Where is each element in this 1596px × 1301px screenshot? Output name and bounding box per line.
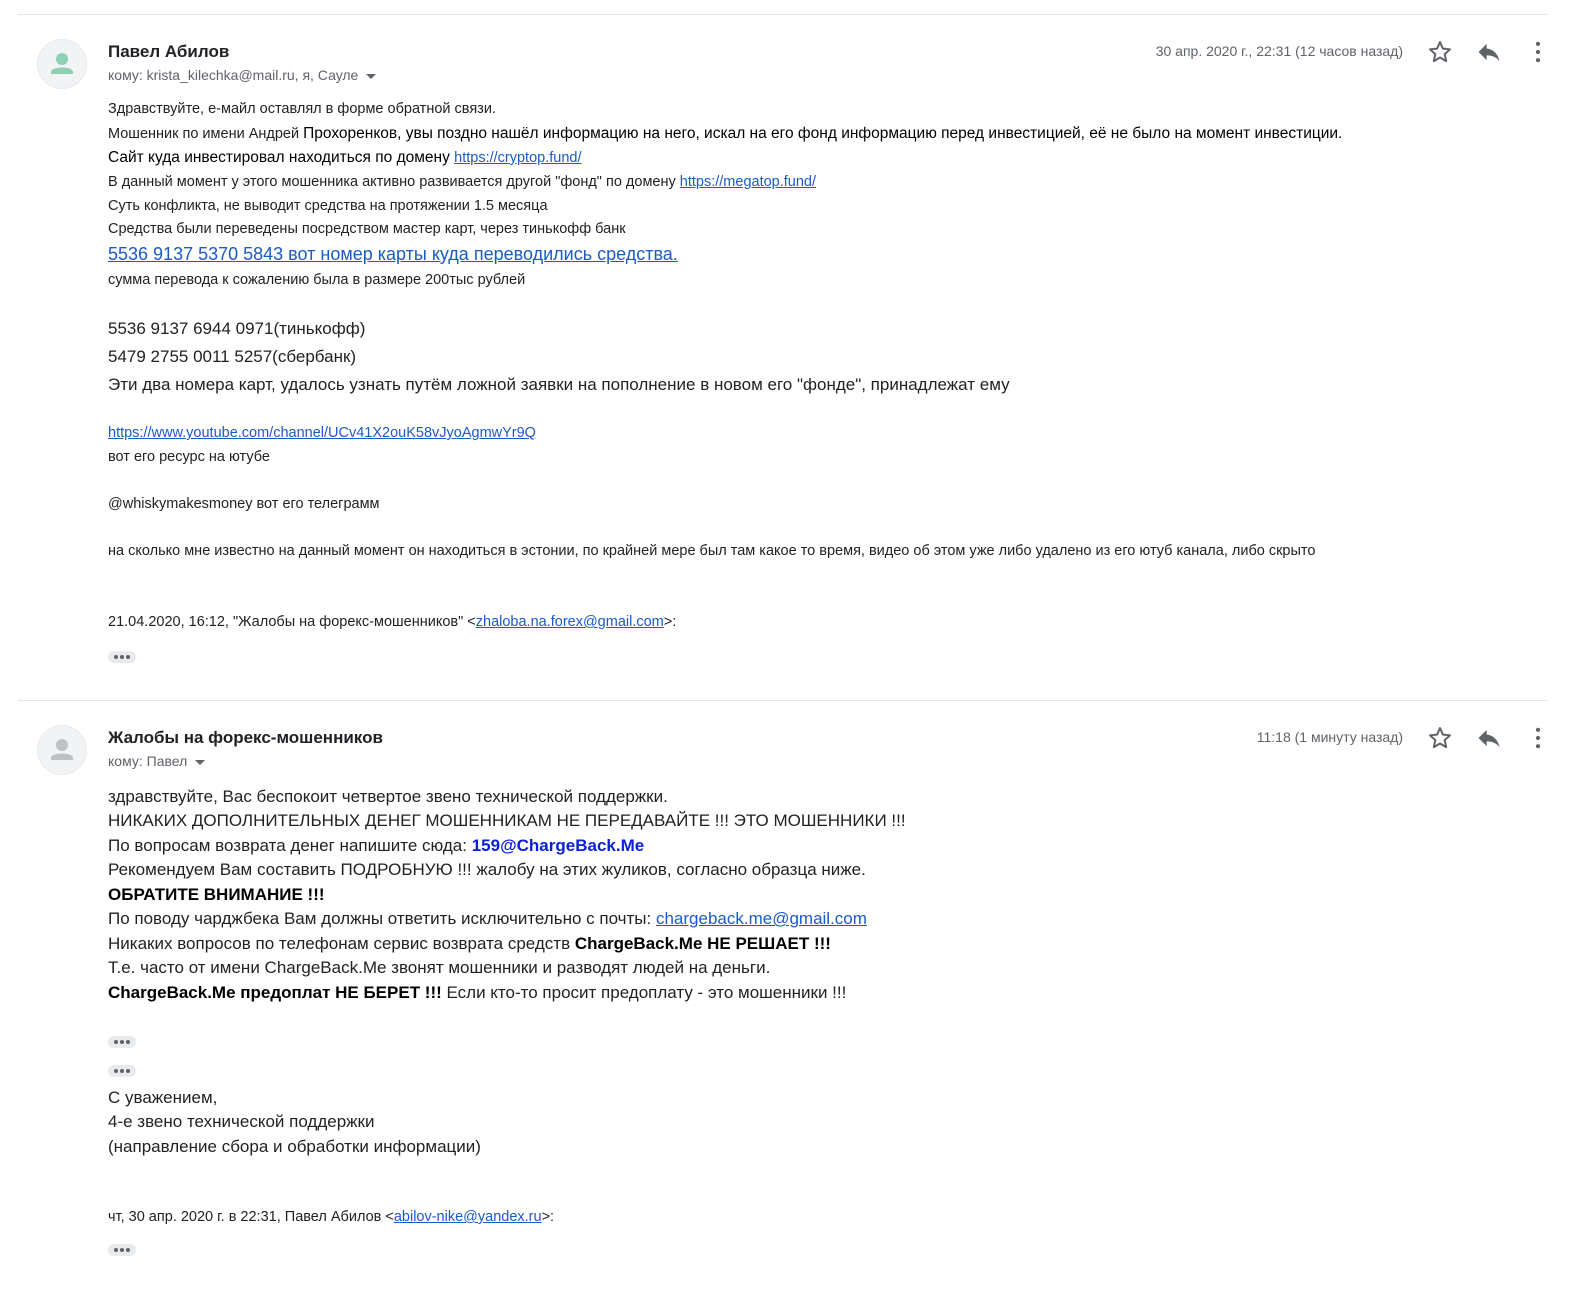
body-line: сумма перевода к сожалению была в размере 200тыс рублей [108, 272, 526, 288]
link-quote-email[interactable]: abilov-nike@yandex.ru [393, 1209, 542, 1225]
star-button[interactable] [1426, 724, 1454, 752]
chevron-down-icon[interactable] [195, 760, 205, 765]
body-line [108, 983, 846, 1003]
body-line [108, 836, 644, 856]
more-options-button[interactable] [1524, 724, 1552, 752]
reply-icon [1475, 724, 1503, 752]
body-line: 5479 2755 0011 5257(сбербанк) [108, 347, 357, 366]
star-icon [1426, 38, 1454, 66]
body-line [108, 244, 678, 265]
message-divider [18, 700, 1548, 701]
recipients-text: кому: krista_kilechka@mail.ru, я, Сауле [108, 67, 359, 83]
reply-icon [1475, 38, 1503, 66]
more-vert-icon [1524, 724, 1552, 752]
link-card-number[interactable]: 5536 9137 5370 5843 вот номер карты куда переводились средства. [108, 244, 678, 264]
body-line [108, 909, 867, 929]
body-text: Никаких вопросов по телефонам сервис возврата средств [108, 934, 575, 953]
body-line: @whiskymakesmoney вот его телеграмм [108, 496, 380, 512]
body-text: Прохоренков, увы поздно нашёл информацию на него, искал на его фонд информацию перед инвестицией, её не было на момент инвестиции. [303, 125, 1343, 142]
more-vert-icon [1524, 38, 1552, 66]
body-line: на сколько мне известно на данный момент он находиться в эстонии, по крайней мере был там какое то время, видео об этом уже либо удалено из его ютуб канала, либо скрыто [108, 543, 1316, 559]
body-line: Здравствуйте, е-майл оставлял в форме обратной связи. [108, 101, 496, 117]
body-line [108, 174, 816, 190]
message-date: 30 апр. 2020 г., 22:31 (12 часов назад) [1155, 43, 1403, 59]
recipients[interactable] [108, 753, 205, 769]
body-line: вот его ресурс на ютубе [108, 449, 270, 465]
body-text: ChargeBack.Me предоплат НЕ БЕРЕТ !!! [108, 983, 442, 1002]
sender-name[interactable]: Жалобы на форекс-мошенников [108, 728, 383, 747]
message-date: 11:18 (1 минуту назад) [1256, 729, 1403, 745]
body-line [108, 425, 536, 441]
body-line: 5536 9137 6944 0971(тинькофф) [108, 319, 366, 338]
body-text: По поводу чарджбека Вам должны ответить исключительно с почты: [108, 909, 656, 928]
body-line: Суть конфликта, не выводит средства на протяжении 1.5 месяца [108, 198, 548, 214]
body-text: Сайт куда инвестировал находиться по домену [108, 149, 455, 166]
signature-line: 4-е звено технической поддержки [108, 1112, 375, 1131]
sender-avatar[interactable] [37, 725, 87, 775]
chevron-down-icon[interactable] [366, 74, 376, 79]
sender-name[interactable]: Павел Абилов [108, 42, 230, 61]
body-line [108, 149, 582, 167]
body-line: Т.е. часто от имени ChargeBack.Me звонят мошенники и разводят людей на деньги. [108, 958, 771, 977]
body-text: Если кто-то просит предоплату - это мошенники !!! [441, 983, 847, 1002]
body-text: В данный момент у этого мошенника активно развивается другой "фонд" по домену [108, 174, 680, 190]
reply-button[interactable] [1475, 38, 1503, 66]
more-options-button[interactable] [1524, 38, 1552, 66]
body-line: Рекомендуем Вам составить ПОДРОБНУЮ !!! жалобу на этих жуликов, согласно образца ниже. [108, 860, 866, 879]
body-line: НИКАКИХ ДОПОЛНИТЕЛЬНЫХ ДЕНЕГ МОШЕННИКАМ НЕ ПЕРЕДАВАЙТЕ !!! ЭТО МОШЕННИКИ !!! [108, 811, 906, 830]
top-divider [18, 14, 1548, 15]
quote-text: 21.04.2020, 16:12, "Жалобы на форекс-мошенников" < [108, 614, 476, 630]
reply-button[interactable] [1475, 724, 1503, 752]
link-megatop[interactable]: https://megatop.fund/ [679, 174, 817, 190]
quote-text: >: [541, 1209, 555, 1225]
person-icon [37, 725, 87, 775]
quote-header [108, 614, 676, 630]
link-cryptop[interactable]: https://cryptop.fund/ [454, 150, 582, 166]
show-trimmed-content-button[interactable] [108, 1036, 136, 1048]
sender-avatar[interactable] [37, 39, 87, 89]
body-text: Мошенник по имени Андрей [108, 126, 304, 142]
body-line: ОБРАТИТЕ ВНИМАНИЕ !!! [108, 885, 325, 904]
body-text: По вопросам возврата денег напишите сюда: [108, 836, 472, 855]
signature-line: С уважением, [108, 1088, 218, 1107]
quote-header [108, 1209, 554, 1225]
show-trimmed-content-button[interactable] [108, 1244, 136, 1256]
star-button[interactable] [1426, 38, 1454, 66]
quote-text: >: [663, 614, 677, 630]
show-trimmed-content-button[interactable] [108, 1065, 136, 1077]
body-line [108, 124, 1342, 143]
chargeback-email-text[interactable]: 159@ChargeBack.Me [471, 836, 645, 855]
quote-text: чт, 30 апр. 2020 г. в 22:31, Павел Абилов < [108, 1209, 394, 1225]
link-quote-email[interactable]: zhaloba.na.forex@gmail.com [475, 614, 664, 630]
star-icon [1426, 724, 1454, 752]
body-line: Эти два номера карт, удалось узнать путём ложной заявки на пополнение в новом его "фонде", принадлежат ему [108, 375, 1010, 394]
recipients[interactable] [108, 67, 376, 83]
body-line: Средства были переведены посредством мастер карт, через тинькофф банк [108, 221, 626, 237]
body-line [108, 934, 831, 954]
show-trimmed-content-button[interactable] [108, 651, 136, 663]
body-text: ChargeBack.Me НЕ РЕШАЕТ !!! [574, 934, 831, 953]
link-chargeback-gmail[interactable]: chargeback.me@gmail.com [655, 909, 867, 928]
signature-line: (направление сбора и обработки информации) [108, 1137, 481, 1156]
person-icon [37, 39, 87, 89]
body-line: здравствуйте, Вас беспокоит четвертое звено технической поддержки. [108, 787, 668, 806]
recipients-text: кому: Павел [108, 753, 188, 769]
link-youtube[interactable]: https://www.youtube.com/channel/UCv41X2ouK58vJyoAgmwYr9Q [108, 425, 536, 441]
